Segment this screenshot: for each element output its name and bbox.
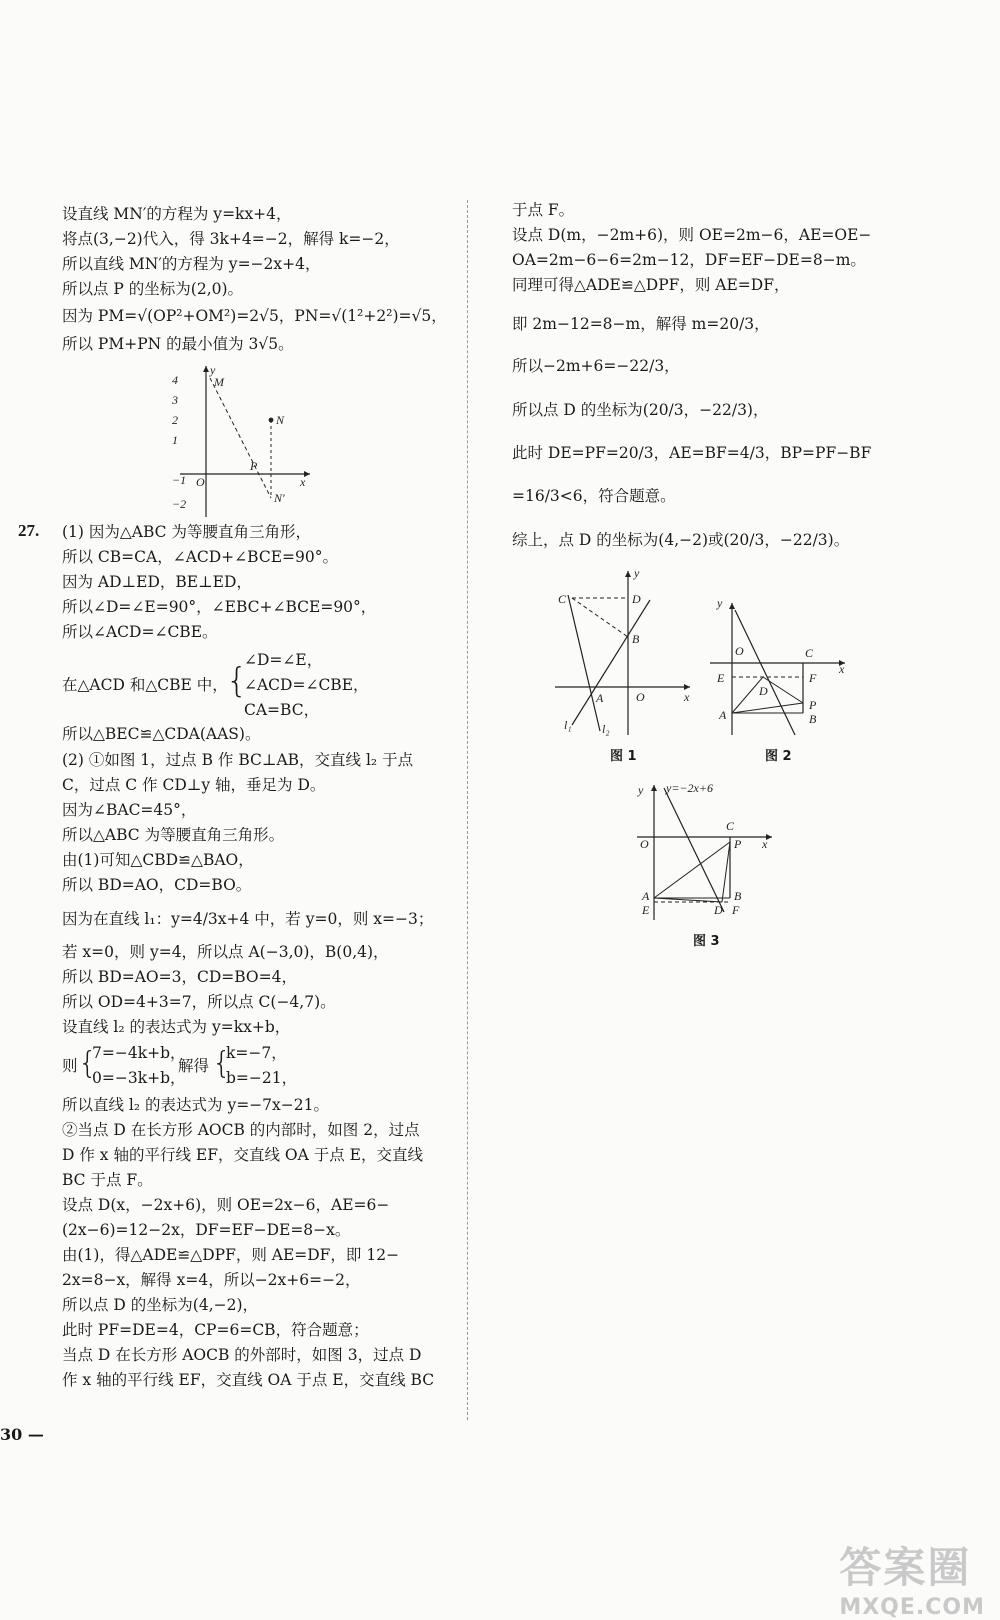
text-line: =16/3<6，符合题意。 xyxy=(512,487,676,505)
point-label-d: D xyxy=(632,592,641,606)
brace-symbol: { xyxy=(212,1046,232,1081)
tick-label: 1 xyxy=(172,433,178,447)
text-line: 此时 DE=PF=20/3，AE=BF=4/3，BP=PF−BF xyxy=(512,444,872,462)
text-line: 所以 OD=4+3=7，所以点 C(−4,7)。 xyxy=(62,993,336,1011)
text-line: b=−21， xyxy=(226,1069,298,1087)
origin-label: O xyxy=(196,475,205,489)
tick-label: −2 xyxy=(172,497,187,511)
axis-label-x: x xyxy=(762,837,768,851)
text-line: 所以∠D=∠E=90°，∠EBC+∠BCE=90°， xyxy=(62,598,377,616)
figure-1-caption: 图 1 xyxy=(610,749,637,764)
text-line: 所以点 P 的坐标为(2,0)。 xyxy=(62,280,244,298)
point-label-c: C xyxy=(805,646,814,660)
text-line: 因为 AD⊥ED，BE⊥ED， xyxy=(62,573,252,591)
text-line: 解得 xyxy=(178,1057,210,1075)
watermark-logo-text: 答案圈 xyxy=(839,1543,972,1592)
point-label-b: B xyxy=(809,712,817,726)
figure-1 xyxy=(550,565,700,740)
text-line: 所以直线 MN′的方程为 y=−2x+4， xyxy=(62,255,321,273)
text-line: 所以∠ACD=∠CBE。 xyxy=(62,623,218,641)
text-line: 若 x=0，则 y=4，所以点 A(−3,0)，B(0,4)， xyxy=(62,943,389,961)
text-line: 设点 D(m，−2m+6)，则 OE=2m−6，AE=OE− xyxy=(512,226,872,244)
point-label-d: D xyxy=(759,684,768,698)
axis-label-y: y xyxy=(210,363,216,377)
text-line: 所以△ABC 为等腰直角三角形。 xyxy=(62,826,285,844)
tick-label: −1 xyxy=(172,473,187,487)
origin-label: O xyxy=(735,644,744,658)
text-line: 则 xyxy=(62,1057,78,1075)
axis-label-y: y xyxy=(717,596,723,610)
text-line: 所以直线 l₂ 的表达式为 y=−7x−21。 xyxy=(62,1096,329,1114)
text-line: 因为在直线 l₁：y=4/3x+4 中，若 y=0，则 x=−3； xyxy=(62,910,434,928)
text-line: 设直线 l₂ 的表达式为 y=kx+b， xyxy=(62,1018,291,1036)
text-line: 所以 PM+PN 的最小值为 3√5。 xyxy=(62,335,294,353)
point-label-d: D xyxy=(714,903,723,917)
point-label-a: A xyxy=(719,708,727,722)
point-label-p: P xyxy=(734,837,742,851)
axis-label-y: y xyxy=(634,566,640,580)
point-label-n: N xyxy=(276,413,285,427)
point-label-a: A xyxy=(642,889,650,903)
tick-label: 3 xyxy=(172,393,178,407)
watermark xyxy=(839,1535,985,1620)
text-line: ②当点 D 在长方形 AOCB 的内部时，如图 2，过点 xyxy=(62,1121,420,1139)
brace-symbol: { xyxy=(226,661,248,701)
text-line: 所以点 D 的坐标为(4,−2)， xyxy=(62,1296,259,1314)
point-label-b: B xyxy=(632,632,640,646)
text-line: 2x=8−x，解得 x=4，所以−2x+6=−2， xyxy=(62,1271,361,1289)
axis-label-x: x xyxy=(300,475,306,489)
tick-label: 2 xyxy=(172,413,178,427)
text-line: 由(1)可知△CBD≌△BAO， xyxy=(62,851,254,869)
text-line: 7=−4k+b， xyxy=(92,1044,186,1062)
point-label-e: E xyxy=(717,671,725,685)
point-label-m: M xyxy=(214,375,224,389)
watermark-url: MXQE.COM xyxy=(839,1595,985,1620)
text-line: 因为 PM=√(OP²+OM²)=2√5，PN=√(1²+2²)=√5， xyxy=(62,307,447,325)
brace-symbol: { xyxy=(78,1046,98,1081)
text-line: (1) 因为△ABC 为等腰直角三角形， xyxy=(62,523,311,541)
text-line: 所以 BD=AO=3，CD=BO=4， xyxy=(62,968,297,986)
point-label-f: F xyxy=(732,903,740,917)
text-line: 即 2m−12=8−m，解得 m=20/3， xyxy=(512,315,770,333)
point-label-p: P xyxy=(250,459,258,473)
text-line: 设点 D(x，−2x+6)，则 OE=2x−6，AE=6− xyxy=(62,1196,390,1214)
point-label-n-prime: N′ xyxy=(274,491,285,505)
point-label-p: P xyxy=(809,698,817,712)
figure-2-caption: 图 2 xyxy=(765,749,792,764)
text-line: ∠D=∠E， xyxy=(244,651,323,669)
text-line: 此时 PF=DE=4，CP=6=CB，符合题意； xyxy=(62,1321,369,1339)
text-line: k=−7， xyxy=(226,1044,287,1062)
page-number: 30 — xyxy=(0,1425,44,1444)
text-line: 所以−2m+6=−22/3， xyxy=(512,357,680,375)
line-label-l2: l₂ xyxy=(602,722,610,736)
column-divider xyxy=(467,200,468,1420)
axis-label-x: x xyxy=(684,690,690,704)
point-label-c: C xyxy=(726,819,735,833)
text-line: 所以点 D 的坐标为(20/3，−22/3)， xyxy=(512,401,769,419)
figure-3-caption: 图 3 xyxy=(693,934,720,949)
text-line: BC 于点 F。 xyxy=(62,1171,153,1189)
axis-label-x: x xyxy=(839,662,845,676)
coordinate-figure-mn xyxy=(170,362,320,522)
text-line: OA=2m−6−6=2m−12，DF=EF−DE=8−m。 xyxy=(512,251,866,269)
point-label-c: C xyxy=(558,592,567,606)
point-label-e: E xyxy=(642,903,650,917)
text-line: 综上，点 D 的坐标为(4,−2)或(20/3，−22/3)。 xyxy=(512,531,850,549)
text-line: ∠ACD=∠CBE， xyxy=(244,676,369,694)
line-label-l1: l₁ xyxy=(564,718,572,732)
problem-number: 27. xyxy=(18,521,40,540)
origin-label: O xyxy=(636,690,645,704)
text-line: 将点(3,−2)代入，得 3k+4=−2，解得 k=−2， xyxy=(62,230,400,248)
text-line: (2x−6)=12−2x，DF=EF−DE=8−x。 xyxy=(62,1221,351,1239)
origin-label: O xyxy=(640,837,649,851)
point-label-f: F xyxy=(809,671,817,685)
text-line: 于点 F。 xyxy=(512,201,575,219)
text-line: D 作 x 轴的平行线 EF，交直线 OA 于点 E，交直线 xyxy=(62,1146,423,1164)
text-line: 0=−3k+b， xyxy=(92,1069,186,1087)
point-label-a: A xyxy=(596,691,604,705)
text-line: 在△ACD 和△CBE 中， xyxy=(62,676,228,694)
text-line: 因为∠BAC=45°， xyxy=(62,801,197,819)
text-line: 由(1)，得△ADE≌△DPF，则 AE=DF，即 12− xyxy=(62,1246,400,1264)
tick-label: 4 xyxy=(172,373,178,387)
text-line: 同理可得△ADE≌△DPF，则 AE=DF， xyxy=(512,276,790,294)
text-line: 设直线 MN′的方程为 y=kx+4， xyxy=(62,205,292,223)
text-line: 作 x 轴的平行线 EF，交直线 OA 于点 E，交直线 BC xyxy=(62,1371,435,1389)
text-line: C，过点 C 作 CD⊥y 轴，垂足为 D。 xyxy=(62,776,326,794)
point-label-b: B xyxy=(734,889,742,903)
text-line: 当点 D 在长方形 AOCB 的外部时，如图 3，过点 D xyxy=(62,1346,422,1364)
line-equation-label: y=−2x+6 xyxy=(666,781,713,795)
text-line: (2) ①如图 1，过点 B 作 BC⊥AB，交直线 l₂ 于点 xyxy=(62,751,414,769)
text-line: CA=BC， xyxy=(244,701,320,719)
text-line: 所以△BEC≌△CDA(AAS)。 xyxy=(62,725,261,743)
figure-3 xyxy=(632,780,782,925)
text-line: 所以 CB=CA，∠ACD+∠BCE=90°。 xyxy=(62,548,338,566)
axis-label-y: y xyxy=(638,783,644,797)
figure-2 xyxy=(705,595,855,740)
text-line: 所以 BD=AO，CD=BO。 xyxy=(62,876,252,894)
